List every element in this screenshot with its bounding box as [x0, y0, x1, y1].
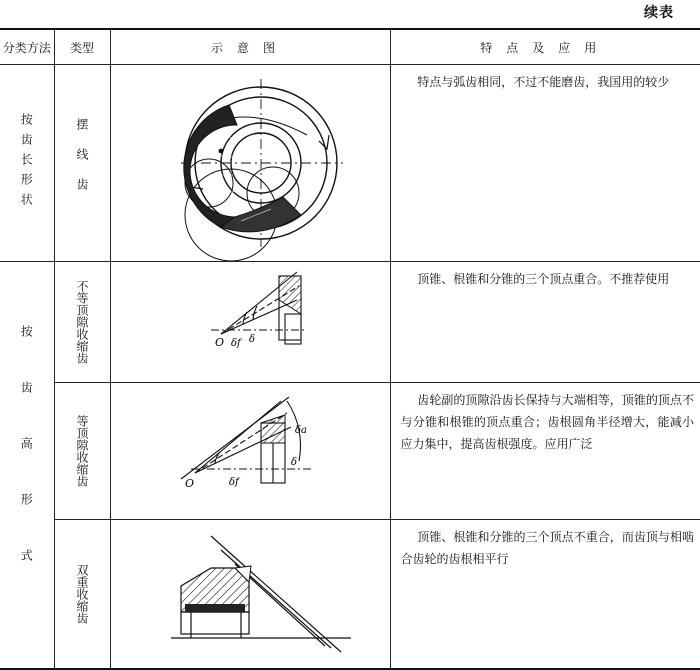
header-row: [0, 29, 700, 65]
delta-f-label: δf: [228, 477, 239, 488]
delta-a-label: δa: [294, 425, 307, 436]
description-cell: [390, 65, 700, 262]
header-diagram: 示意图: [110, 29, 390, 65]
delta-label: δ: [248, 334, 255, 345]
diagram-cell: [110, 65, 390, 262]
header-features: 特点及应用: [390, 29, 700, 65]
continued-label: 续表: [644, 5, 674, 21]
type-label: 双重收缩齿: [75, 564, 89, 624]
description-text: 顶锥、根锥和分锥的三个顶点不重合，而齿顶与相啮合齿轮的齿根相平行: [400, 530, 694, 566]
delta-label: δ: [290, 457, 297, 468]
type-cell: [54, 383, 110, 520]
description-cell: [390, 520, 700, 670]
method-cell: [0, 65, 54, 262]
method-label: 按齿长形状: [19, 113, 34, 213]
delta-f-label: δf: [230, 338, 241, 349]
table-row: [0, 520, 700, 670]
diagram-cell: [110, 262, 390, 383]
method-label: 按齿高形式: [19, 325, 34, 605]
description-text: 齿轮副的顶隙沿齿长保持与大端相等，顶锥的顶点不与分锥和根锥的顶点重合；齿根圆角半径增大，能减小应力集中，提高齿根强度。应用广泛: [400, 393, 694, 451]
description-text: 特点与弧齿相同，不过不能磨齿，我国用的较少: [417, 75, 670, 89]
unequal-clearance-diagram: [111, 262, 391, 382]
diagram-cell: [110, 520, 390, 670]
table-row: [0, 383, 700, 520]
type-cell: [54, 65, 110, 262]
type-label: 不等顶隙收缩齿: [75, 280, 89, 364]
cycloidal-gear-diagram: [111, 65, 391, 261]
header-method: 分类方法: [0, 29, 54, 65]
double-taper-diagram: [111, 520, 391, 668]
diagram-cell: [110, 383, 390, 520]
table-row: [0, 262, 700, 383]
equal-clearance-diagram: [111, 383, 391, 519]
gear-classification-table: [0, 28, 700, 670]
description-text: 顶锥、根锥和分锥的三个顶点重合。不推荐使用: [417, 272, 670, 286]
type-label: 等顶隙收缩齿: [75, 415, 89, 487]
type-label: 摆线齿: [75, 118, 89, 208]
header-type: 类型: [54, 29, 110, 65]
type-cell: [54, 520, 110, 670]
table-row: [0, 65, 700, 262]
description-cell: [390, 262, 700, 383]
vertex-label: O: [184, 477, 194, 490]
description-cell: [390, 383, 700, 520]
type-cell: [54, 262, 110, 383]
vertex-label: O: [214, 336, 224, 349]
method-cell: [0, 262, 54, 670]
